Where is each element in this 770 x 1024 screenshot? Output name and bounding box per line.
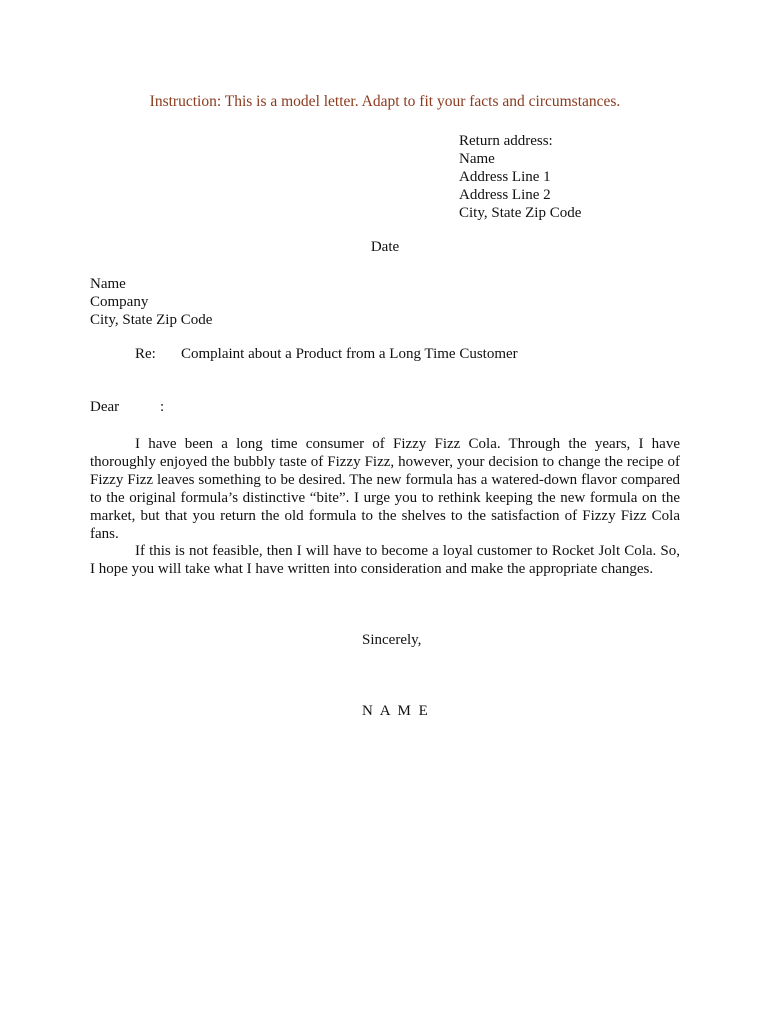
return-address-line1: Address Line 1 — [459, 169, 551, 185]
salutation-colon: : — [160, 399, 165, 415]
recipient-name: Name — [90, 276, 126, 292]
letter-date: Date — [370, 239, 400, 255]
signature-name: N A M E — [362, 703, 430, 719]
return-address-label: Return address: — [459, 133, 553, 149]
body-paragraph-1: I have been a long time consumer of Fizzy Fizz Cola. Through the years, I have thoroughly enjoyed the bubbly taste of Fizzy Fizz, however, your decision to change the recipe of Fizzy Fizz leaves something to be desired. The new formula has a watered-down flavor compared to the original formula’s distinctive “bite”. I urge you to rethink keeping the new formula on the market, but that you return the old formula to the shelves to the satisfaction of Fizzy Fizz Cola fans. — [90, 436, 680, 542]
recipient-company: Company — [90, 294, 149, 310]
subject-line — [135, 346, 518, 363]
body-paragraph-2: If this is not feasible, then I will have to become a loyal customer to Rocket Jolt Cola. So, I hope you will take what I have written into consideration and make the appropriate changes. — [90, 543, 680, 577]
subject-text: Complaint about a Product from a Long Time Customer — [181, 346, 518, 362]
subject-label: Re: — [135, 346, 156, 362]
closing: Sincerely, — [362, 632, 422, 648]
instruction-note: Instruction: This is a model letter. Adapt to fit your facts and circumstances. — [149, 93, 621, 110]
recipient-city-state-zip: City, State Zip Code — [90, 312, 213, 328]
salutation-word: Dear — [90, 399, 120, 415]
return-address-block — [459, 132, 581, 222]
salutation — [90, 399, 165, 416]
return-address-name: Name — [459, 151, 495, 167]
return-address-line2: Address Line 2 — [459, 187, 551, 203]
return-address-city-state-zip: City, State Zip Code — [459, 205, 582, 221]
recipient-block — [90, 275, 212, 329]
